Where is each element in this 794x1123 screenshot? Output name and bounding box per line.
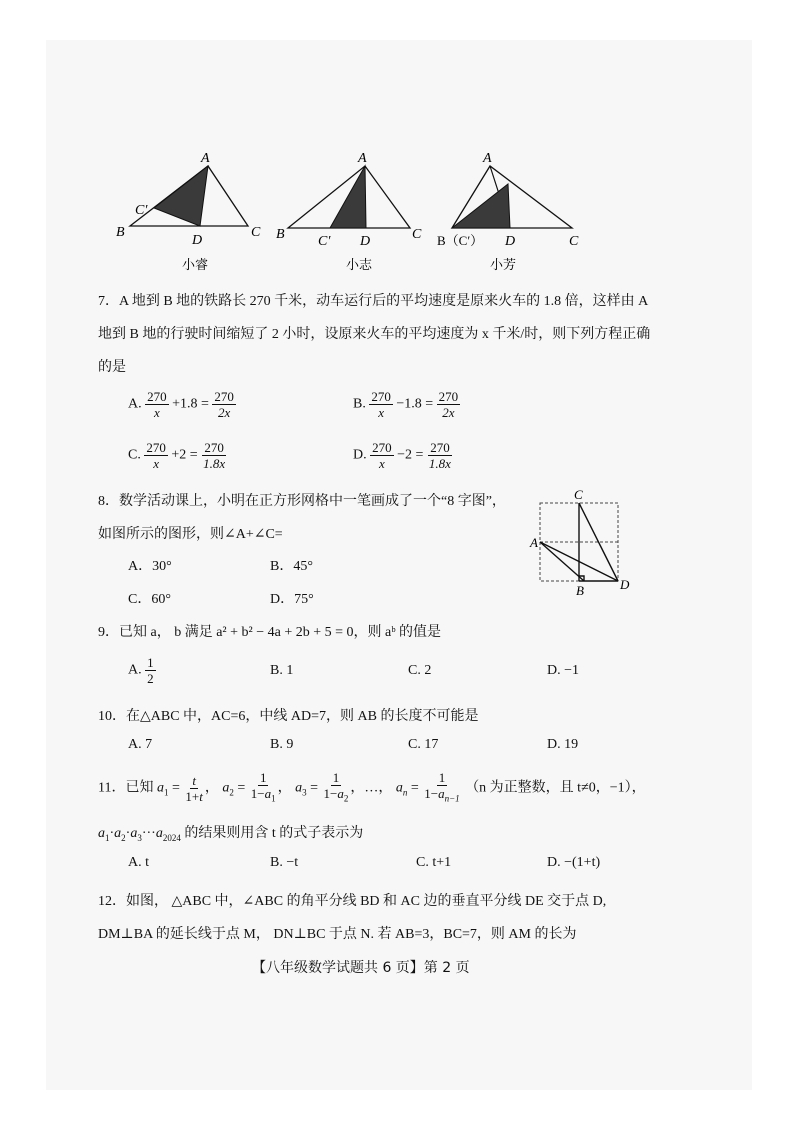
q11-number: 11． <box>98 780 126 796</box>
q8-label-D: D <box>620 577 630 592</box>
q8-option-c[interactable]: C．60° <box>128 592 171 607</box>
q7-number: 7． <box>98 294 119 309</box>
q10-text: 在△ABC 中，AC=6，中线 AD=7，则 AB 的长度不可能是 <box>126 709 479 724</box>
q10-option-d[interactable]: D. 19 <box>547 737 579 752</box>
q9-number: 9． <box>98 625 119 640</box>
fraction: $\frac{270}{2x}$ <box>438 389 459 420</box>
top-figures <box>110 148 610 273</box>
q12-number: 12． <box>98 894 126 909</box>
fig2-label-C: C <box>412 227 422 242</box>
figure-xiaorui <box>116 151 261 248</box>
q7-line1 <box>98 290 648 310</box>
figure-xiaozhi <box>276 151 422 249</box>
fig1-label-C: C <box>251 225 261 240</box>
q10-number: 10． <box>98 709 126 724</box>
q11-option-d[interactable]: D. −(1+t) <box>547 855 601 870</box>
q7-option-d[interactable]: D. $\frac{270}{x}$ −2 = $\frac{270}{1.8x}$ <box>353 440 451 471</box>
q7-option-b[interactable]: B. $\frac{270}{x}$ −1.8 = $\frac{270}{2x}$ <box>353 389 459 420</box>
fig3-label-A: A <box>483 151 492 166</box>
fig2-label-B: B <box>276 227 285 242</box>
q12-line1 <box>98 890 606 910</box>
q8-option-b[interactable]: B．45° <box>270 559 313 574</box>
fig2-caption: 小志 <box>346 258 373 273</box>
fig3-label-D: D <box>505 234 516 249</box>
fig1-label-A: A <box>201 151 210 166</box>
q8-label-A: A <box>530 535 538 550</box>
q8-grid-figure <box>526 487 638 599</box>
q11-text-b: 的结果则用含 t 的式子表示为 <box>184 826 364 841</box>
q8-line2: 如图所示的图形，则∠A+∠C= <box>98 527 283 542</box>
q11-option-b[interactable]: B. −t <box>270 855 299 870</box>
q8-label-C: C <box>574 487 583 502</box>
q11-option-a[interactable]: A. t <box>128 855 149 870</box>
q9-option-c[interactable]: C. 2 <box>408 663 432 678</box>
q11-line2: $a_1\cdot a_2\cdot a_3\cdot\cdot\cdot a_{2024}$ 的结果则用含 t 的式子表示为 <box>98 826 364 843</box>
q10-line <box>98 705 478 725</box>
fraction: $\frac{1}{1-a_2}$ <box>323 770 349 804</box>
q9-option-d[interactable]: D. −1 <box>547 663 580 678</box>
q10-option-a[interactable]: A. 7 <box>128 737 153 752</box>
fraction: $\frac{1}{1-a_{n-1}}$ <box>424 770 460 804</box>
q7-option-a[interactable]: A. $\frac{270}{x}$ +1.8 = $\frac{270}{2x}$ <box>128 389 234 420</box>
q7-option-c[interactable]: C. $\frac{270}{x}$ +2 = $\frac{270}{1.8x}$ <box>128 440 226 471</box>
q8-label-B: B <box>576 583 584 598</box>
q10-option-b[interactable]: B. 9 <box>270 737 294 752</box>
fig3-label-BC: B（C′） <box>437 233 484 248</box>
fig3-label-C: C <box>569 234 579 249</box>
q8-text-1: 数学活动课上，小明在正方形网格中一笔画成了一个“8 字图”， <box>119 494 506 509</box>
q12-text-1: 如图， △ABC 中，∠ABC 的角平分线 BD 和 AC 边的垂直平分线 DE 交于点 D, <box>126 894 607 909</box>
fig2-label-D: D <box>360 234 371 249</box>
q7-line2: 地到 B 地的行驶时间缩短了 2 小时，设原来火车的平均速度为 x 千米/时，则下列方程正确 <box>98 327 651 342</box>
q8-number: 8． <box>98 494 119 509</box>
q11-line1: 11．已知 $a_1$ = $\frac{t}{1+t}$ ， $a_2$ = $\frac{1}{1-a_1}$ ， $a_3$ = $\frac{1}{1-a_2}$ ，…， $a_n$ = $\frac{1}{1-a_{n-1}}$ （n 为正整数，且 t≠0，−1）， <box>98 770 646 807</box>
page-footer: 【八年级数学试题共 6 页】第 2 页 <box>252 960 470 976</box>
q9-line <box>98 621 441 641</box>
fraction: $\frac{270}{2x}$ <box>214 389 234 420</box>
fig3-caption: 小芳 <box>490 258 517 273</box>
q7-line3: 的是 <box>98 360 126 375</box>
fraction: $\frac{270}{x}$ <box>146 440 166 471</box>
q7-text-1: A 地到 B 地的铁路长 270 千米，动车运行后的平均速度是原来火车的 1.8 倍，这样由 A <box>119 294 649 309</box>
q9-text: 已知 a， b 满足 a² + b² − 4a + 2b + 5 = 0，则 aᵇ 的值是 <box>119 625 442 640</box>
q9-option-a[interactable]: A. $\frac{1}{2}$ <box>128 655 154 686</box>
figure-xiaofang <box>437 151 579 249</box>
fraction: $\frac{270}{1.8x}$ <box>428 440 451 471</box>
q11-option-c[interactable]: C. t+1 <box>416 855 452 870</box>
q8-option-d[interactable]: D．75° <box>270 592 314 607</box>
fig2-label-Cprime: C′ <box>318 234 331 249</box>
q8-option-a[interactable]: A．30° <box>128 559 172 574</box>
fraction: $\frac{270}{1.8x}$ <box>203 440 226 471</box>
fig1-caption: 小睿 <box>182 258 209 273</box>
fraction: $\frac{270}{x}$ <box>372 440 392 471</box>
fig1-label-Cprime: C′ <box>135 203 148 218</box>
fraction: $\frac{270}{x}$ <box>147 389 167 420</box>
q11-text-a: 已知 <box>125 780 154 796</box>
fraction: $\frac{1}{2}$ <box>147 655 154 686</box>
fig1-label-B: B <box>116 225 125 240</box>
q12-line2: DM⊥BA 的延长线于点 M， DN⊥BC 于点 N. 若 AB=3，BC=7，则 AM 的长为 <box>98 927 577 942</box>
fraction: $\frac{t}{1+t}$ <box>185 772 203 804</box>
fraction: $\frac{270}{x}$ <box>371 389 391 420</box>
q8-line1 <box>98 490 506 510</box>
q10-option-c[interactable]: C. 17 <box>408 737 439 752</box>
q11-condition: （n 为正整数，且 t≠0，−1）， <box>465 780 646 796</box>
fig2-label-A: A <box>358 151 367 166</box>
q9-option-b[interactable]: B. 1 <box>270 663 294 678</box>
fig1-label-D: D <box>192 233 203 248</box>
fraction: $\frac{1}{1-a_1}$ <box>250 770 276 804</box>
